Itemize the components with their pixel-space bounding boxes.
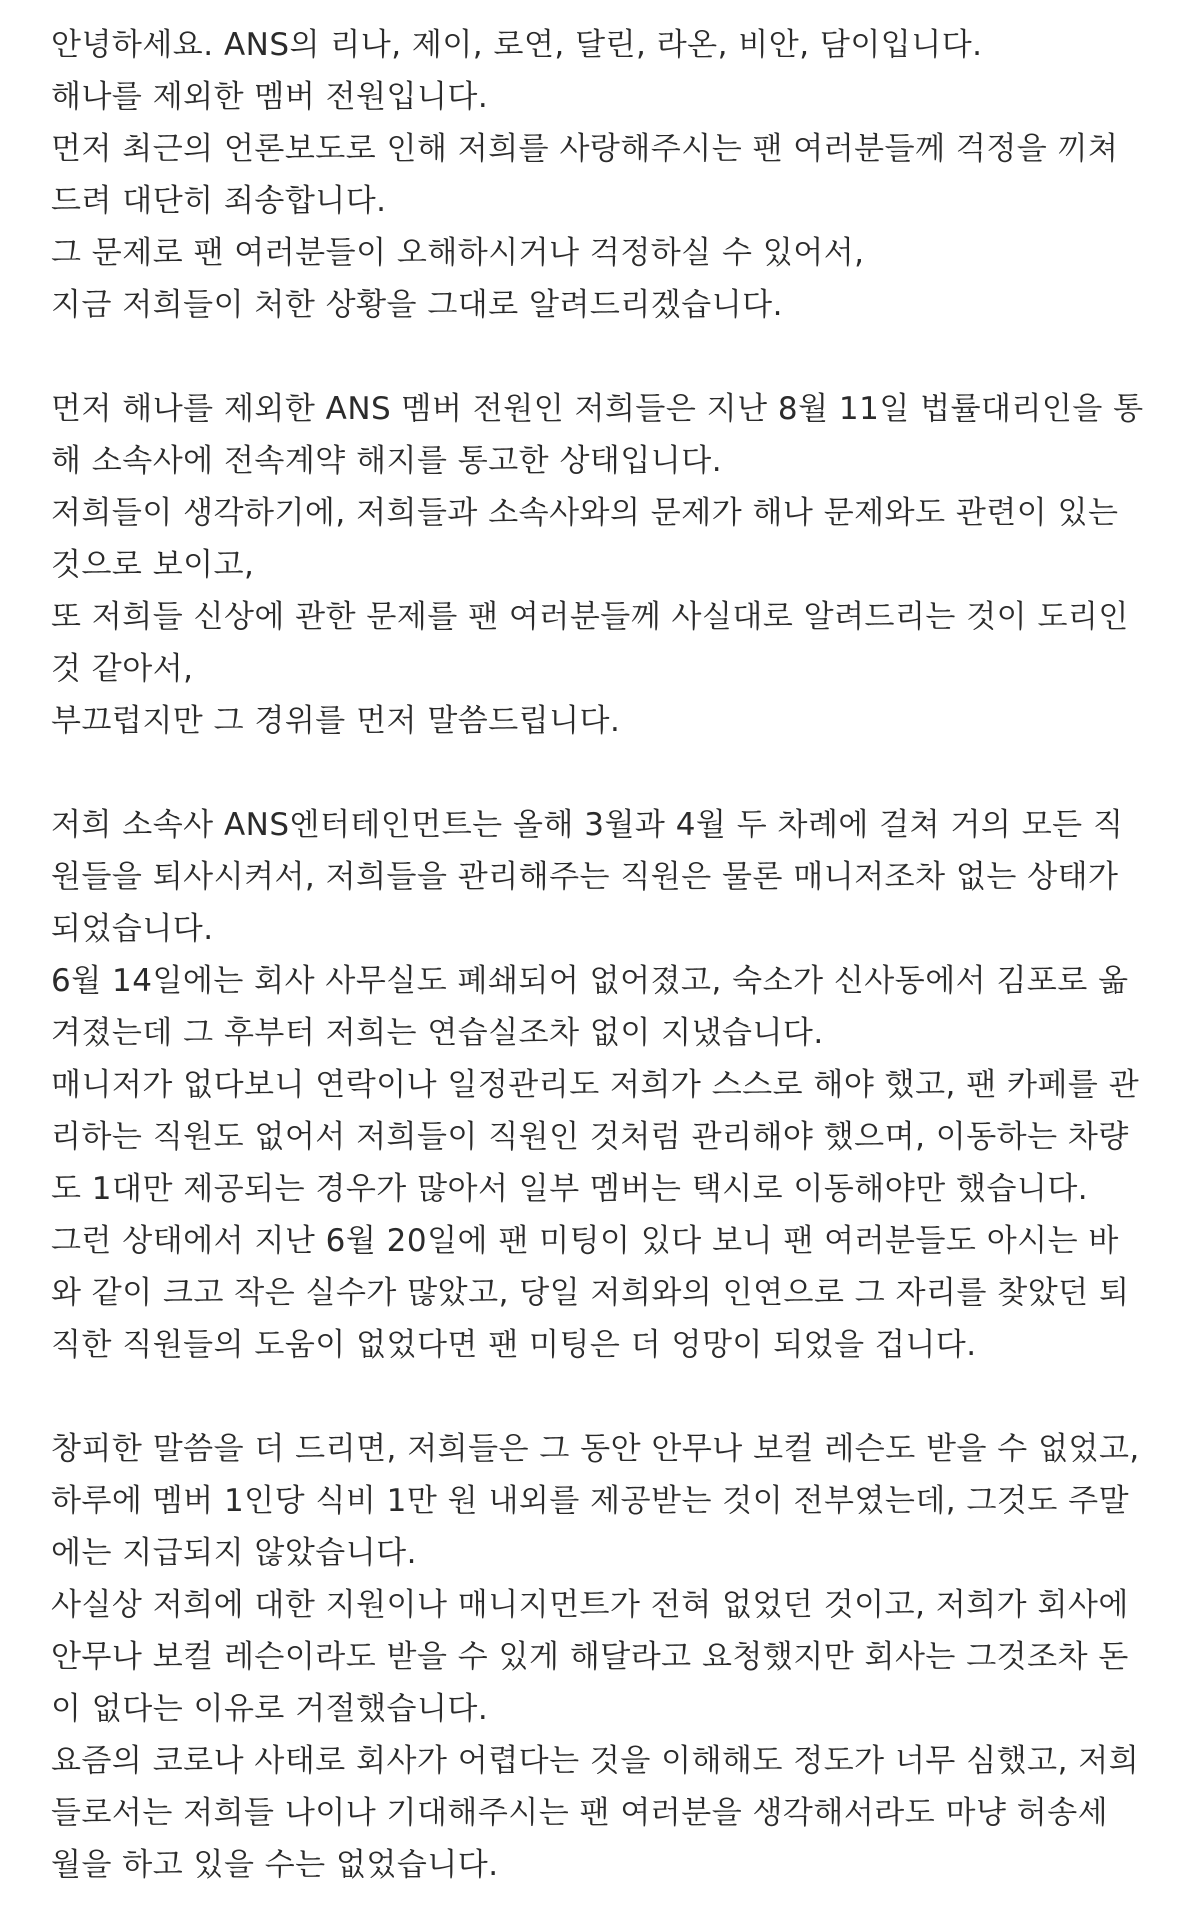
text-line: 저희 소속사 ANS엔터테인먼트는 올해 3월과 4월 두 차례에 걸쳐 거의 모든 직: [51, 807, 1124, 843]
text-line: 직한 직원들의 도움이 없었다면 팬 미팅은 더 엉망이 되었을 겁니다.: [51, 1327, 977, 1363]
text-line: 것으로 보이고,: [51, 547, 255, 583]
text-line: 와 같이 크고 작은 실수가 많았고, 당일 저희와의 인연으로 그 자리를 찾았던 퇴: [51, 1275, 1130, 1311]
text-line: 매니저가 없다보니 연락이나 일정관리도 저희가 스스로 해야 했고, 팬 카페를 관: [51, 1067, 1140, 1103]
text-line: 사실상 저희에 대한 지원이나 매니지먼트가 전혀 없었던 것이고, 저희가 회사에: [51, 1587, 1129, 1623]
text-line: 에는 지급되지 않았습니다.: [51, 1535, 417, 1571]
paragraph-agency-situation: [51, 799, 1160, 1371]
text-line: 그 문제로 팬 여러분들이 오해하시거나 걱정하실 수 있어서,: [51, 235, 865, 271]
text-line: 월을 하고 있을 수는 없었습니다.: [51, 1847, 499, 1883]
text-line: 지금 저희들이 처한 상황을 그대로 알려드리겠습니다.: [51, 287, 783, 323]
text-line: 해 소속사에 전속계약 해지를 통고한 상태입니다.: [51, 443, 723, 479]
text-line: 것 같아서,: [51, 651, 194, 687]
text-line: 먼저 해나를 제외한 ANS 멤버 전원인 저희들은 지난 8월 11일 법률대리인을 통: [51, 391, 1144, 427]
text-line: 도 1대만 제공되는 경우가 많아서 일부 멤버는 택시로 이동해야만 했습니다.: [51, 1171, 1089, 1207]
text-line: 저희들이 생각하기에, 저희들과 소속사와의 문제가 해나 문제와도 관련이 있는: [51, 495, 1119, 531]
text-line: 되었습니다.: [51, 911, 214, 947]
paragraph-lack-of-support: [51, 1423, 1160, 1891]
text-line: 리하는 직원도 없어서 저희들이 직원인 것처럼 관리해야 했으며, 이동하는 차량: [51, 1119, 1129, 1155]
text-line: 6월 14일에는 회사 사무실도 폐쇄되어 없어졌고, 숙소가 신사동에서 김포로 옮: [51, 963, 1129, 999]
text-line: 이 없다는 이유로 거절했습니다.: [51, 1691, 489, 1727]
text-line: 먼저 최근의 언론보도로 인해 저희를 사랑해주시는 팬 여러분들께 걱정을 끼쳐: [51, 131, 1119, 167]
text-line: 부끄럽지만 그 경위를 먼저 말씀드립니다.: [51, 703, 621, 739]
paragraph-intro: [51, 19, 1160, 331]
text-line: 안녕하세요. ANS의 리나, 제이, 로연, 달린, 라온, 비안, 담이입니다.: [51, 27, 983, 63]
paragraph-contract-termination: [51, 383, 1160, 747]
text-line: 드려 대단히 죄송합니다.: [51, 183, 387, 219]
text-line: 요즘의 코로나 사태로 회사가 어렵다는 것을 이해해도 정도가 너무 심했고, 저희: [51, 1743, 1140, 1779]
text-line: 해나를 제외한 멤버 전원입니다.: [51, 79, 489, 115]
text-line: 하루에 멤버 1인당 식비 1만 원 내외를 제공받는 것이 전부였는데, 그것도 주말: [51, 1483, 1130, 1519]
text-line: 그런 상태에서 지난 6월 20일에 팬 미팅이 있다 보니 팬 여러분들도 아시는 바: [51, 1223, 1119, 1259]
text-line: 원들을 퇴사시켜서, 저희들을 관리해주는 직원은 물론 매니저조차 없는 상태가: [51, 859, 1119, 895]
text-line: 안무나 보컬 레슨이라도 받을 수 있게 해달라고 요청했지만 회사는 그것조차 돈: [51, 1639, 1129, 1675]
text-line: 창피한 말씀을 더 드리면, 저희들은 그 동안 안무나 보컬 레슨도 받을 수 없었고,: [51, 1431, 1140, 1467]
text-line: 겨졌는데 그 후부터 저희는 연습실조차 없이 지냈습니다.: [51, 1015, 824, 1051]
text-line: 또 저희들 신상에 관한 문제를 팬 여러분들께 사실대로 알려드리는 것이 도리인: [51, 599, 1129, 635]
text-line: 들로서는 저희들 나이나 기대해주시는 팬 여러분을 생각해서라도 마냥 허송세: [51, 1795, 1109, 1831]
